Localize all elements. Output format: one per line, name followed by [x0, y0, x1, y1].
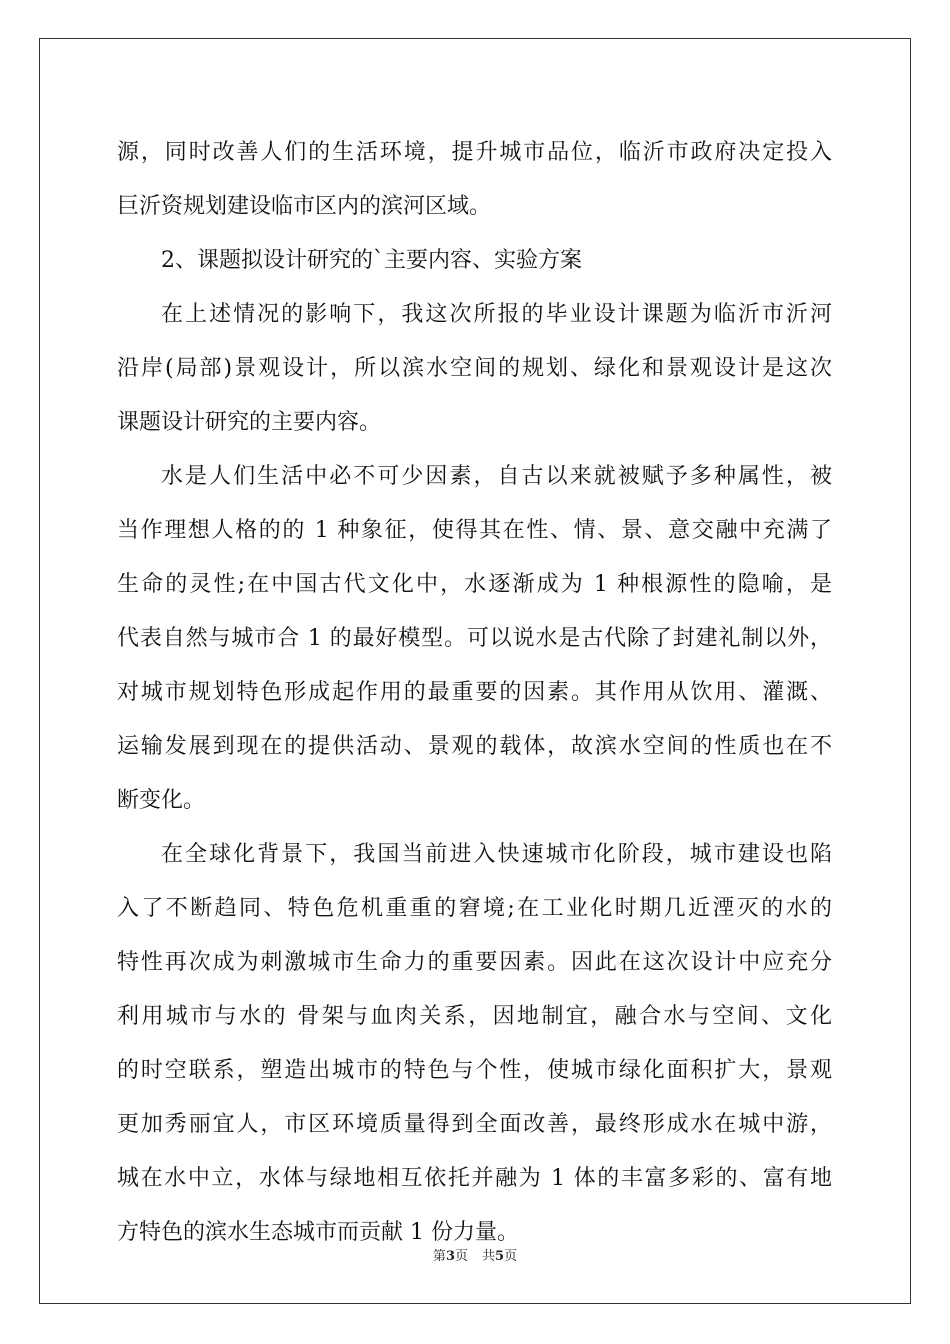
text-line: 的时空联系，塑造出城市的特色与个性，使城市绿化面积扩大，景观: [117, 1058, 832, 1083]
text-line: 水是人们生活中必不可少因素，自古以来就被赋予多种属性，被: [161, 464, 832, 489]
text-line: 特性再次成为刺激城市生命力的重要因素。因此在这次设计中应充分: [117, 950, 832, 975]
text-line: 课题设计研究的主要内容。: [117, 410, 382, 435]
page-footer: [0, 1245, 950, 1264]
footer-total-prefix: 共: [482, 1249, 496, 1264]
footer-total-pages: 5: [495, 1249, 505, 1264]
footer-page-suffix: 页: [454, 1249, 468, 1264]
text-line: 沿岸(局部)景观设计，所以滨水空间的规划、绿化和景观设计是这次: [117, 356, 832, 381]
text-line: 巨沂资规划建设临市区内的滨河区域。: [117, 194, 492, 219]
text-line: 源，同时改善人们的生活环境，提升城市品位，临沂市政府决定投入: [117, 140, 832, 165]
text-line: 2、课题拟设计研究的`主要内容、实验方案: [161, 248, 582, 273]
text-line: 在上述情况的影响下，我这次所报的毕业设计课题为临沂市沂河: [161, 302, 832, 327]
text-line: 利用城市与水的 骨架与血肉关系，因地制宜，融合水与空间、文化: [117, 1004, 832, 1029]
text-line: 断变化。: [117, 788, 206, 813]
text-line: 当作理想人格的的 1 种象征，使得其在性、情、景、意交融中充满了: [117, 518, 832, 543]
text-line: 在全球化背景下，我国当前进入快速城市化阶段，城市建设也陷: [161, 842, 832, 867]
footer-page-prefix: 第: [432, 1249, 446, 1264]
text-line: 更加秀丽宜人，市区环境质量得到全面改善，最终形成水在城中游，: [117, 1112, 832, 1137]
text-line: 运输发展到现在的提供活动、景观的载体，故滨水空间的性质也在不: [117, 734, 832, 759]
document-body: [117, 126, 832, 1260]
footer-total-suffix: 页: [504, 1249, 518, 1264]
text-line: 方特色的滨水生态城市而贡献 1 份力量。: [117, 1220, 519, 1245]
text-line: 入了不断趋同、特色危机重重的窘境;在工业化时期几近湮灭的水的: [117, 896, 832, 921]
text-line: 生命的灵性;在中国古代文化中，水逐渐成为 1 种根源性的隐喻，是: [117, 572, 832, 597]
footer-page-number: 3: [445, 1249, 455, 1264]
text-line: 代表自然与城市合 1 的最好模型。可以说水是古代除了封建礼制以外，: [117, 626, 832, 651]
text-line: 对城市规划特色形成起作用的最重要的因素。其作用从饮用、灌溉、: [117, 680, 832, 705]
text-line: 城在水中立，水体与绿地相互依托并融为 1 体的丰富多彩的、富有地: [117, 1166, 832, 1191]
